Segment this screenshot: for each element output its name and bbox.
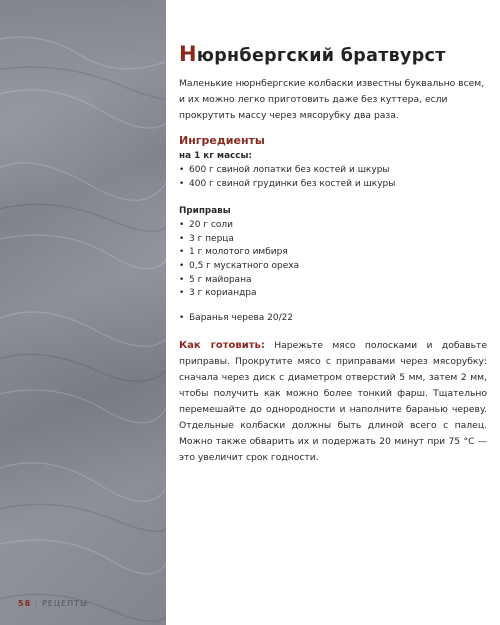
list-item: • 0,5 г мускатного ореха [179, 260, 487, 274]
stone-texture-decoration [0, 0, 166, 625]
list-item: • 20 г соли [179, 219, 487, 233]
page-number: 58 [18, 599, 32, 608]
method-text: Нарежьте мясо полосками и добавьте приправы. Прокрутите мясо с приправами через мясорубку: сначала через диск с диаметром отверстий 5 мм, затем 2 мм, чтобы получить как можно более тонкий фарш. Тщательно перемешайте до однородности и наполните баранью черевy. Отдельные колбаски должны быть длиной всего с палец. Можно также обварить их и подержать 20 минут при 75 °С — это увеличит срок годности. [179, 340, 487, 464]
casings-list [179, 312, 487, 326]
title-rest: юрнбергский братвурст [196, 46, 446, 66]
title-initial: Н [179, 42, 197, 66]
meat-list [179, 164, 487, 191]
method-label: Как готовить: [179, 340, 265, 352]
stone-texture-panel [0, 0, 166, 625]
method-section [179, 338, 487, 466]
ingredients-heading: Ингредиенты [179, 134, 265, 147]
page-footer [18, 599, 88, 608]
list-item: • 5 г майорана [179, 274, 487, 288]
spices-heading: Приправы [179, 206, 231, 217]
list-item: • Баранья черева 20/22 [179, 312, 487, 326]
section-name: РЕЦЕПТЫ [41, 599, 89, 608]
list-item: • 1 г молотого имбиря [179, 246, 487, 260]
footer-separator: | [34, 599, 39, 608]
list-item: • 600 г свиной лопатки без костей и шкуры [179, 164, 487, 178]
intro-paragraph: Маленькие нюрнбергские колбаски известны буквально всем, и их можно легко приготовить даже без куттера, если прокрутить массу через мясорубку два раза. [179, 78, 485, 121]
recipe-content [179, 42, 487, 466]
per-kg-label: на 1 кг массы: [179, 151, 252, 161]
list-item: • 3 г кориандра [179, 287, 487, 301]
recipe-title [179, 42, 487, 66]
list-item: • 400 г свиной грудинки без костей и шкуры [179, 178, 487, 192]
method-paragraph [179, 338, 487, 466]
spices-list [179, 219, 487, 301]
list-item: • 3 г перца [179, 233, 487, 247]
